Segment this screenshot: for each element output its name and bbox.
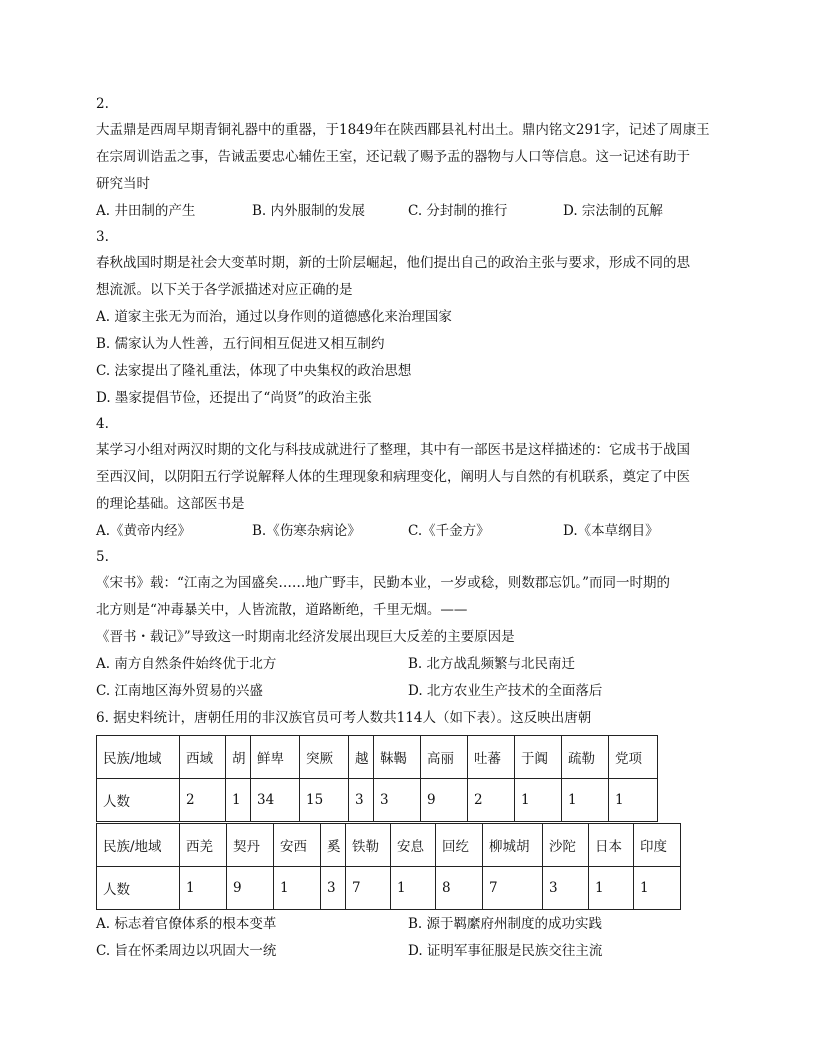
table-cell: 疏勒 [562, 736, 609, 779]
table-cell: 党项 [609, 736, 658, 779]
table-cell: 9 [421, 779, 468, 822]
table-cell: 3 [374, 779, 421, 822]
question-3-stem-line-2: 想流派。以下关于各学派描述对应正确的是 [96, 282, 353, 298]
table-cell: 1 [562, 779, 609, 822]
table-cell: 民族/地域 [97, 736, 180, 779]
table-cell: 1 [634, 867, 681, 910]
question-3-option-b: B. 儒家认为人性善，五行间相互促进又相互制约 [96, 336, 385, 352]
question-2-stem-line-3: 研究当时 [96, 176, 150, 192]
question-3-number: 3. [96, 229, 109, 245]
table-cell: 3 [321, 867, 346, 910]
table-cell: 民族/地域 [97, 824, 180, 867]
data-table-1 [96, 735, 658, 822]
table-cell: 1 [274, 867, 321, 910]
table-2-count-row [97, 867, 681, 910]
table-cell: 人数 [97, 867, 180, 910]
table-cell: 3 [349, 779, 374, 822]
table-cell: 契丹 [227, 824, 274, 867]
table-1-header-row [97, 736, 658, 779]
question-6-stem: 6. 据史料统计，唐朝任用的非汉族官员可考人数共114人（如下表）。这反映出唐朝 [96, 710, 592, 726]
question-4-stem-line-1: 某学习小组对两汉时期的文化与科技成就进行了整理，其中有一部医书是这样描述的：它成书于战国 [96, 442, 690, 458]
table-cell: 7 [483, 867, 543, 910]
question-3-option-c: C. 法家提出了隆礼重法，体现了中央集权的政治思想 [96, 363, 412, 379]
question-2-option-c: C. 分封制的推行 [408, 203, 508, 219]
table-cell: 1 [609, 779, 658, 822]
question-3-option-d: D. 墨家提倡节俭，还提出了“尚贤”的政治主张 [96, 390, 372, 406]
table-cell: 回纥 [436, 824, 483, 867]
question-6-option-b: B. 源于羁縻府州制度的成功实践 [408, 916, 603, 932]
question-5-option-c: C. 江南地区海外贸易的兴盛 [96, 683, 263, 699]
question-5-option-b: B. 北方战乱频繁与北民南迁 [408, 656, 576, 672]
table-cell: 靺鞨 [374, 736, 421, 779]
table-cell: 西羌 [180, 824, 227, 867]
table-cell: 鲜卑 [251, 736, 300, 779]
question-5-stem-line-1: 《宋书》载：“江南之为国盛矣……地广野丰，民勤本业，一岁或稔，则数郡忘饥。”而同一时期的 [96, 575, 671, 591]
question-4-option-d: D.《本草纲目》 [563, 523, 659, 539]
question-4-stem-line-3: 的理论基础。这部医书是 [96, 496, 245, 512]
question-2-number: 2. [96, 96, 109, 112]
question-2-option-b: B. 内外服制的发展 [252, 203, 366, 219]
question-4-number: 4. [96, 416, 109, 432]
table-cell: 柳城胡 [483, 824, 543, 867]
table-cell: 沙陀 [543, 824, 589, 867]
table-cell: 安息 [391, 824, 436, 867]
question-5-stem-line-2: 北方则是“冲毒暴关中，人皆流散，道路断绝，千里无烟。—— [96, 602, 468, 618]
table-cell: 1 [391, 867, 436, 910]
question-4-stem-line-2: 至西汉间，以阴阳五行学说解释人体的生理现象和病理变化，阐明人与自然的有机联系，奠定了中医 [96, 469, 690, 485]
question-3-stem-line-1: 春秋战国时期是社会大变革时期，新的士阶层崛起，他们提出自己的政治主张与要求，形成不同的思 [96, 255, 690, 271]
table-cell: 34 [251, 779, 300, 822]
question-5-option-d: D. 北方农业生产技术的全面落后 [408, 683, 603, 699]
table-cell: 8 [436, 867, 483, 910]
table-cell: 1 [180, 867, 227, 910]
table-cell: 越 [349, 736, 374, 779]
table-cell: 1 [226, 779, 251, 822]
table-cell: 3 [543, 867, 589, 910]
question-6-option-c: C. 旨在怀柔周边以巩固大一统 [96, 943, 277, 959]
question-3-option-a: A. 道家主张无为而治，通过以身作则的道德感化来治理国家 [96, 309, 452, 325]
question-5-option-a: A. 南方自然条件始终优于北方 [96, 656, 277, 672]
question-6-option-a: A. 标志着官僚体系的根本变革 [96, 916, 277, 932]
question-2-option-a: A. 井田制的产生 [96, 203, 196, 219]
table-1-count-row [97, 779, 658, 822]
table-cell: 胡 [226, 736, 251, 779]
data-table-2 [96, 823, 681, 910]
question-2-stem-line-2: 在宗周训诰盂之事，告诫盂要忠心辅佐王室，还记载了赐予盂的器物与人口等信息。这一记述有助于 [96, 149, 690, 165]
table-cell: 2 [180, 779, 226, 822]
table-cell: 西域 [180, 736, 226, 779]
question-2-option-d: D. 宗法制的瓦解 [563, 203, 663, 219]
table-cell: 高丽 [421, 736, 468, 779]
table-cell: 7 [346, 867, 391, 910]
table-cell: 日本 [589, 824, 634, 867]
question-5-stem-line-3: 《晋书・载记》”导致这一时期南北经济发展出现巨大反差的主要原因是 [96, 629, 515, 645]
question-4-option-a: A.《黄帝内经》 [96, 523, 192, 539]
table-2-header-row [97, 824, 681, 867]
question-5-number: 5. [96, 549, 109, 565]
table-cell: 铁勒 [346, 824, 391, 867]
table-cell: 9 [227, 867, 274, 910]
table-cell: 吐蕃 [468, 736, 515, 779]
question-2-stem-line-1: 大盂鼎是西周早期青铜礼器中的重器，于1849年在陕西郿县礼村出土。鼎内铭文291字，记述了周康王 [96, 122, 710, 138]
table-cell: 突厥 [300, 736, 349, 779]
table-cell: 1 [589, 867, 634, 910]
table-cell: 2 [468, 779, 515, 822]
question-4-option-b: B.《伤寒杂病论》 [252, 523, 361, 539]
table-cell: 于阗 [515, 736, 562, 779]
question-4-option-c: C.《千金方》 [408, 523, 490, 539]
table-cell: 人数 [97, 779, 180, 822]
table-cell: 15 [300, 779, 349, 822]
question-6-option-d: D. 证明军事征服是民族交往主流 [408, 943, 603, 959]
table-cell: 1 [515, 779, 562, 822]
table-cell: 印度 [634, 824, 681, 867]
table-cell: 安西 [274, 824, 321, 867]
table-cell: 奚 [321, 824, 346, 867]
